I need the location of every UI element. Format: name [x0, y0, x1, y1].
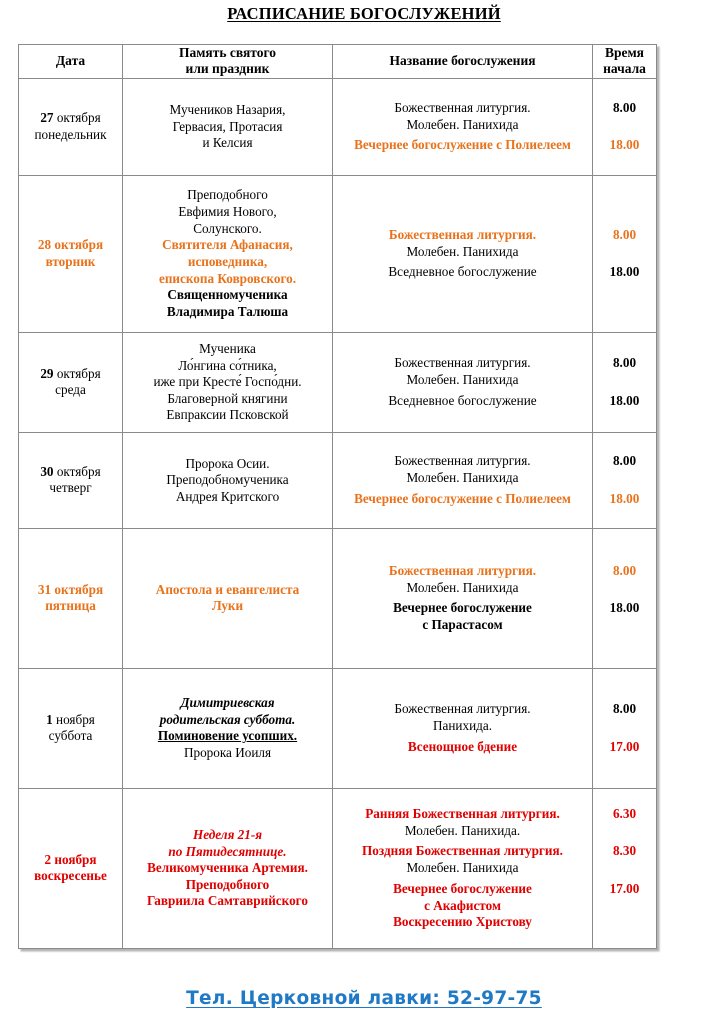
- service-time: 8.00: [612, 226, 637, 242]
- table-body: [19, 78, 657, 948]
- column-header-service: Название богослужения: [333, 45, 593, 79]
- service-entry: [337, 453, 588, 487]
- cell-date: [19, 175, 123, 332]
- service-entry: [337, 393, 588, 410]
- table-row: [19, 788, 657, 948]
- saint_lines-line: Священномученика: [167, 287, 288, 303]
- saint_lines-line: Неделя 21-я: [192, 826, 263, 842]
- cell-service: [333, 432, 593, 528]
- column-header-time-line1: Время: [604, 45, 644, 60]
- church-shop-phone-text: Тел. Церковной лавки: 52-97-75: [186, 988, 542, 1009]
- saint_lines-line: исповедника,: [187, 253, 268, 269]
- service-time: 18.00: [609, 137, 640, 153]
- service-time: 18.00: [609, 392, 640, 408]
- cell-date: [19, 528, 123, 668]
- service-line: Вседневное богослужение: [388, 264, 537, 280]
- saint_lines-line: Поминовение усопших.: [157, 728, 298, 744]
- date-weekday: понедельник: [34, 126, 107, 142]
- cell-saint: [123, 788, 333, 948]
- date-day-month: [23, 582, 118, 599]
- church-shop-phone: [0, 988, 728, 1009]
- date-day: 27: [40, 110, 54, 126]
- service-entry: [337, 100, 588, 134]
- date-day: 30: [40, 463, 54, 479]
- service-entry: [337, 701, 588, 735]
- saint_lines-line: Гавриила Самтаврийского: [147, 893, 308, 909]
- service-line: Божественная литургия.: [394, 453, 531, 469]
- service-line: с Акафистом: [424, 897, 501, 913]
- service-time: 18.00: [609, 490, 640, 506]
- date-month: октября: [51, 237, 104, 253]
- cell-time: [593, 432, 657, 528]
- service-line: Молебен. Панихида: [406, 243, 519, 259]
- service-line: Молебен. Панихида: [406, 470, 519, 486]
- date-weekday: четверг: [49, 480, 92, 496]
- date-day-month: [23, 852, 118, 869]
- date-month: октября: [53, 365, 101, 381]
- cell-time: [593, 788, 657, 948]
- saint_lines-line: Евфимия Нового,: [178, 204, 277, 220]
- service-time: 17.00: [609, 880, 640, 896]
- cell-time: [593, 528, 657, 668]
- saint_lines-line: и Келсия: [202, 135, 253, 151]
- date-day-month: [23, 366, 118, 383]
- date-month: октября: [53, 463, 101, 479]
- column-header-saint: [123, 45, 333, 79]
- saint_lines-line: Апостола и евангелиста: [155, 581, 300, 597]
- service-time: 17.00: [609, 738, 640, 754]
- cell-service: [333, 78, 593, 175]
- service-line: Ранняя Божественная литургия.: [365, 805, 560, 821]
- service-line: Молебен. Панихида: [406, 579, 519, 595]
- column-header-time-line2: начала: [603, 61, 646, 77]
- service-entry: [337, 355, 588, 389]
- saint_lines-line: Солунского.: [193, 220, 262, 236]
- column-header-date: Дата: [19, 45, 123, 79]
- saint_lines-line: Пророка Осии.: [185, 455, 270, 471]
- service-entry: [337, 600, 588, 634]
- service-line: Вседневное богослужение: [388, 392, 537, 408]
- service-line: Воскресению Христову: [393, 914, 532, 930]
- saint_lines-line: Евпраксии Псковской: [166, 407, 289, 423]
- cell-service: [333, 175, 593, 332]
- service-time: 18.00: [609, 600, 640, 616]
- schedule-table-wrapper: [18, 44, 656, 949]
- service-line: Поздняя Божественная литургия.: [362, 843, 563, 859]
- saint_lines-line: Великомученика Артемия.: [147, 860, 308, 876]
- date-day-month: [23, 712, 118, 729]
- saint_lines-line: Димитриевская: [180, 695, 275, 711]
- date-day: 2: [44, 851, 52, 867]
- saint_lines-line: Пророка Иоиля: [183, 745, 272, 761]
- saint_lines-line: Мученика: [199, 340, 256, 356]
- column-header-saint-line1: Память святого: [178, 45, 277, 60]
- service-line: Всенощное бдение: [407, 738, 518, 754]
- date-month: ноября: [52, 711, 95, 727]
- service-line: Вечернее богослужение с Полиелеем: [354, 137, 571, 153]
- service-line: Вечернее богослужение: [393, 600, 532, 616]
- cell-saint: [123, 668, 333, 788]
- page-title: [0, 4, 728, 24]
- service-entry: [337, 227, 588, 261]
- service-line: с Парастасом: [422, 617, 503, 633]
- cell-date: [19, 78, 123, 175]
- column-header-saint-line2: или праздник: [185, 61, 270, 77]
- saint_lines-line: Преподобного: [185, 876, 270, 892]
- saint_lines-line: Преподобного: [187, 187, 268, 203]
- table-row: [19, 528, 657, 668]
- service-line: Божественная литургия.: [388, 226, 537, 242]
- service-line: Божественная литургия.: [394, 355, 531, 371]
- service-line: Божественная литургия.: [394, 701, 531, 717]
- service-line: Молебен. Панихида.: [404, 822, 521, 838]
- date-day-month: [23, 237, 118, 254]
- service-entry: [337, 881, 588, 931]
- saint_lines-line: Владимира Талюша: [166, 303, 289, 319]
- cell-date: [19, 788, 123, 948]
- date-day: 29: [40, 365, 54, 381]
- cell-saint: [123, 332, 333, 432]
- table-row: [19, 78, 657, 175]
- table-row: [19, 668, 657, 788]
- table-row: [19, 175, 657, 332]
- service-line: Панихида.: [432, 718, 492, 734]
- saint_lines-line: Андрея Критского: [175, 488, 280, 504]
- service-entry: [337, 137, 588, 154]
- schedule-table: [18, 44, 657, 949]
- cell-date: [19, 332, 123, 432]
- date-day-month: [23, 110, 118, 127]
- service-time: 8.00: [612, 701, 637, 717]
- cell-time: [593, 175, 657, 332]
- service-line: Божественная литургия.: [388, 562, 537, 578]
- service-entry: [337, 264, 588, 281]
- cell-service: [333, 528, 593, 668]
- cell-saint: [123, 432, 333, 528]
- table-row: [19, 332, 657, 432]
- date-weekday: среда: [55, 382, 86, 398]
- table-header: [19, 45, 657, 79]
- date-day-month: [23, 464, 118, 481]
- saint_lines-line: по Пятидесятнице.: [168, 843, 287, 859]
- service-line: Божественная литургия.: [394, 99, 531, 115]
- cell-service: [333, 668, 593, 788]
- service-line: Вечернее богослужение: [393, 880, 532, 896]
- cell-saint: [123, 528, 333, 668]
- date-day: 1: [46, 711, 53, 727]
- saint_lines-line: Гервасия, Протасия: [172, 118, 283, 134]
- page-title-text: РАСПИСАНИЕ БОГОСЛУЖЕНИЙ: [227, 4, 501, 23]
- saint_lines-line: Мучеников Назария,: [169, 102, 286, 117]
- service-time: 8.00: [612, 453, 637, 469]
- service-entry: [337, 491, 588, 508]
- saint_lines-line: епископа Ковровского.: [158, 270, 296, 286]
- cell-service: [333, 332, 593, 432]
- service-time: 8.00: [612, 562, 637, 578]
- cell-date: [19, 668, 123, 788]
- saint_lines-line: Благоверной княгини: [167, 390, 288, 406]
- date-month: октября: [51, 581, 104, 597]
- service-time: 6.30: [612, 805, 637, 821]
- table-header-row: [19, 45, 657, 79]
- cell-date: [19, 432, 123, 528]
- service-entry: [337, 563, 588, 597]
- saint_lines-line: Святителя Афанасия,: [162, 237, 293, 253]
- saint_lines-line: Преподобномученика: [166, 472, 289, 488]
- service-line: Молебен. Панихида: [406, 860, 519, 876]
- service-line: Молебен. Панихида: [406, 116, 519, 132]
- date-weekday: пятница: [45, 598, 96, 614]
- cell-time: [593, 78, 657, 175]
- date-weekday: вторник: [45, 253, 96, 269]
- saint_lines-line: родительская суббота.: [159, 711, 296, 727]
- column-header-time: [593, 45, 657, 79]
- table-row: [19, 432, 657, 528]
- service-time: 8.00: [612, 355, 637, 371]
- cell-time: [593, 668, 657, 788]
- cell-service: [333, 788, 593, 948]
- service-line: Вечернее богослужение с Полиелеем: [354, 490, 571, 506]
- saint_lines-line: Луки: [211, 598, 244, 614]
- date-weekday: суббота: [48, 728, 93, 744]
- cell-saint: [123, 175, 333, 332]
- date-weekday: воскресенье: [34, 868, 107, 884]
- saint_lines-line: иже при Кресте́ Госпо́дни.: [153, 374, 302, 390]
- service-time: 18.00: [609, 264, 640, 280]
- service-time: 8.30: [612, 843, 637, 859]
- cell-saint: [123, 78, 333, 175]
- service-time: 8.00: [612, 99, 637, 115]
- date-day: 31: [37, 581, 52, 597]
- date-month: октября: [53, 110, 101, 126]
- service-entry: [337, 806, 588, 840]
- service-entry: [337, 843, 588, 877]
- date-day: 28: [37, 237, 52, 253]
- saint_lines-line: Ло́нгина со́тника,: [178, 357, 277, 373]
- service-entry: [337, 739, 588, 756]
- cell-time: [593, 332, 657, 432]
- service-line: Молебен. Панихида: [406, 372, 519, 388]
- date-month: ноября: [51, 851, 97, 867]
